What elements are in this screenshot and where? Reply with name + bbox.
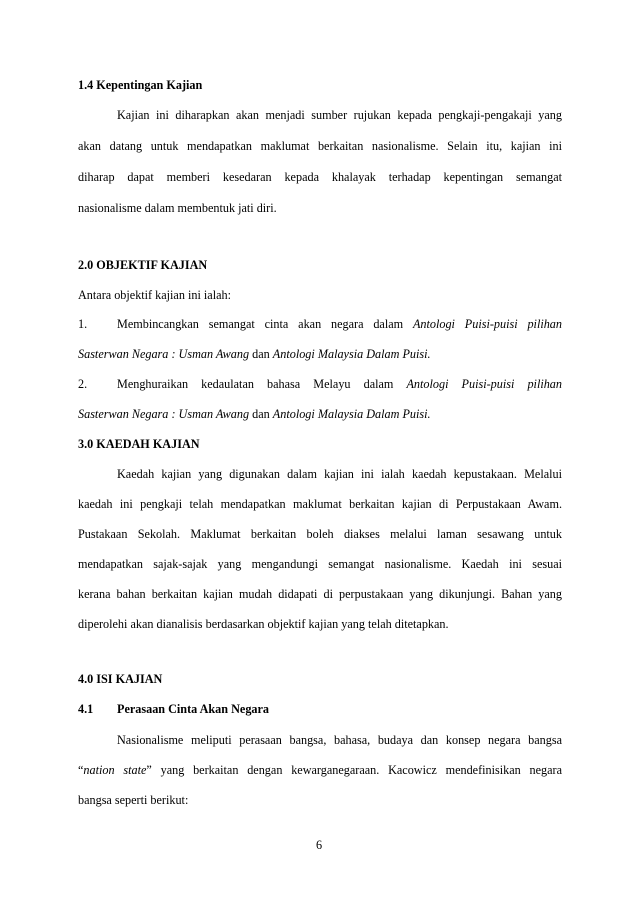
section-3-0-heading: 3.0 KAEDAH KAJIAN: [78, 437, 200, 451]
objective-and: dan: [249, 347, 273, 361]
paragraph-line: Kaedah kajian yang digunakan dalam kajian ini ialah kaedah kepustakaan. Melalui: [117, 467, 562, 481]
objective-item-2-cont: [78, 407, 562, 422]
paragraph-line: Nasionalisme meliputi perasaan bangsa, bahasa, budaya dan konsep negara bangsa: [117, 733, 562, 747]
paragraph-line: kaedah ini pengkaji telah mendapatkan maklumat berkaitan kajian di Perpustakaan Awam.: [78, 497, 562, 511]
objective-text: Menghuraikan kedaulatan bahasa Melayu dalam: [117, 377, 407, 391]
objective-number: 1.: [78, 317, 88, 331]
paragraph-line: Pustakaan Sekolah. Maklumat berkaitan boleh diakses melalui laman sesawang untuk: [78, 527, 562, 541]
subsection-title: Perasaan Cinta Akan Negara: [117, 702, 270, 716]
paragraph-line: mendapatkan sajak-sajak yang mengandungi semangat nasionalisme. Kaedah ini sesuai: [78, 557, 562, 571]
objective-text: Membincangkan semangat cinta akan negara dalam: [117, 317, 413, 331]
open-quote: “: [78, 763, 84, 777]
paragraph-text: ” yang berkaitan dengan kewarganegaraan. Kacowicz mendefinisikan negara: [146, 763, 562, 777]
paragraph-line: kerana bahan berkaitan kajian mudah didapati di perpustakaan yang dikunjungi. Bahan yang: [78, 587, 562, 601]
objective-title: Antologi Malaysia Dalam Puisi.: [272, 407, 431, 421]
section-1-4-heading: 1.4 Kepentingan Kajian: [78, 78, 203, 92]
page-number: 6: [315, 838, 323, 852]
objective-and: dan: [249, 407, 273, 421]
subsection-4-1-heading: [78, 702, 562, 717]
paragraph-line: bangsa seperti berikut:: [78, 793, 189, 807]
objective-number: 2.: [78, 377, 88, 391]
section-4-0-heading: 4.0 ISI KAJIAN: [78, 672, 163, 686]
objectives-intro: Antara objektif kajian ini ialah:: [78, 288, 231, 302]
objective-title: Antologi Puisi-puisi pilihan: [412, 317, 562, 331]
objective-title: Sasterwan Negara : Usman Awang: [78, 407, 250, 421]
objective-item-1-cont: [78, 347, 562, 362]
subsection-number: 4.1: [78, 702, 94, 716]
objective-title: Antologi Puisi-puisi pilihan: [406, 377, 562, 391]
objective-title: Antologi Malaysia Dalam Puisi.: [272, 347, 431, 361]
objective-item-2: [78, 377, 562, 392]
paragraph-line: Kajian ini diharapkan akan menjadi sumber rujukan kepada pengkaji-pengakaji yang: [117, 108, 562, 122]
italic-term: nation state: [83, 763, 147, 777]
section-2-0-heading: 2.0 OBJEKTIF KAJIAN: [78, 258, 208, 272]
paragraph-line: diperolehi akan dianalisis berdasarkan objektif kajian yang telah ditetapkan.: [78, 617, 449, 631]
paragraph-line: [78, 763, 562, 778]
objective-title: Sasterwan Negara : Usman Awang: [78, 347, 250, 361]
paragraph-line: nasionalisme dalam membentuk jati diri.: [78, 201, 277, 215]
paragraph-line: diharap dapat memberi kesedaran kepada khalayak terhadap kepentingan semangat: [78, 170, 562, 184]
paragraph-line: akan datang untuk mendapatkan maklumat berkaitan nasionalisme. Selain itu, kajian ini: [78, 139, 562, 153]
objective-item-1: [78, 317, 562, 332]
